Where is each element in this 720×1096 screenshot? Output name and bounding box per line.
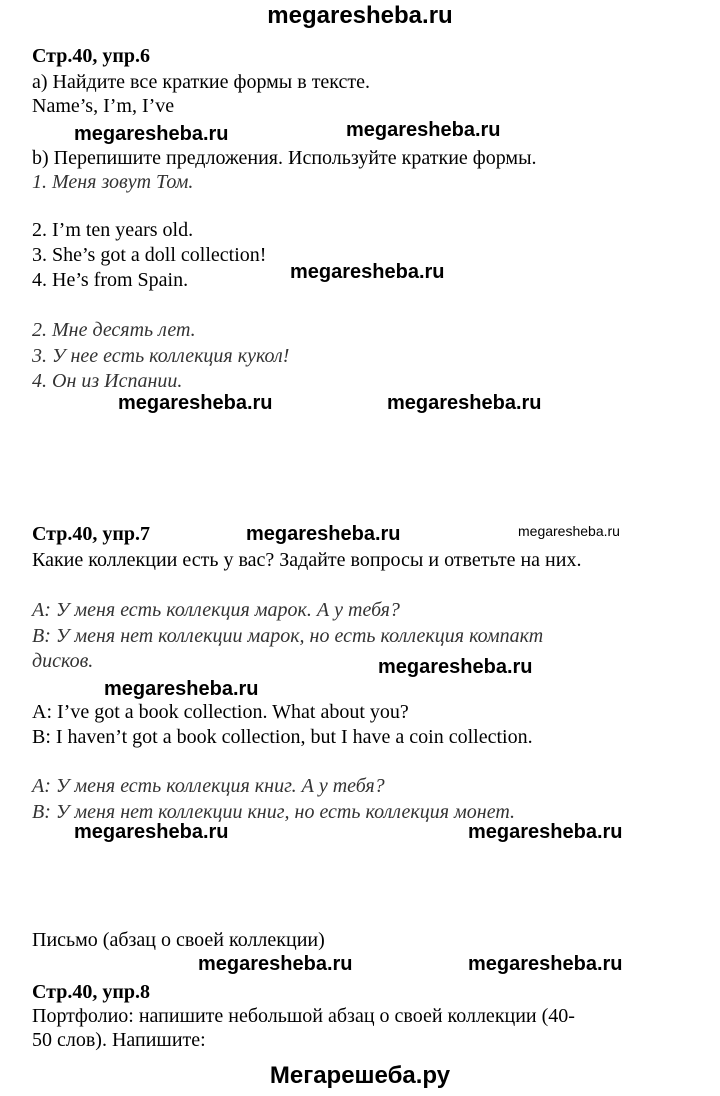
ex6-line-3: 3. She’s got a doll collection!: [32, 244, 267, 266]
watermark-small: megaresheba.ru: [518, 523, 620, 539]
ex8-task-line1: Портфолио: напишите небольшой абзац о своей коллекции (40-: [32, 1005, 575, 1027]
ex6-translation-4: 4. Он из Испании.: [32, 370, 183, 392]
ex7-translation-b-line2: дисков.: [32, 650, 94, 672]
watermark: megaresheba.ru: [246, 523, 401, 545]
ex7-heading: Стр.40, упр.7: [32, 523, 151, 545]
ex7-translation-a: А: У меня есть коллекция марок. А у тебя?: [32, 599, 400, 621]
watermark: megaresheba.ru: [290, 261, 445, 283]
ex6-task-b: b) Перепишите предложения. Используйте краткие формы.: [32, 147, 537, 169]
letter-note: Письмо (абзац о своей коллекции): [32, 929, 325, 951]
ex6-line-2: 2. I’m ten years old.: [32, 219, 194, 241]
watermark: megaresheba.ru: [387, 392, 542, 414]
watermark: megaresheba.ru: [468, 953, 623, 975]
watermark: megaresheba.ru: [104, 678, 259, 700]
watermark: megaresheba.ru: [378, 656, 533, 678]
ex6-answer-a: Name’s, I’m, I’ve: [32, 95, 175, 117]
ex6-translation-1: 1. Меня зовут Том.: [32, 171, 194, 193]
ex6-translation-2: 2. Мне десять лет.: [32, 319, 196, 341]
watermark: megaresheba.ru: [118, 392, 273, 414]
watermark: megaresheba.ru: [74, 821, 229, 843]
watermark: megaresheba.ru: [74, 123, 229, 145]
ex7-task: Какие коллекции есть у вас? Задайте вопросы и ответьте на них.: [32, 549, 582, 571]
footer-watermark: Мегарешеба.ру: [269, 1062, 451, 1089]
watermark: megaresheba.ru: [198, 953, 353, 975]
ex8-heading: Стр.40, упр.8: [32, 981, 151, 1003]
ex6-line-4: 4. He’s from Spain.: [32, 269, 189, 291]
ex7-english-a: A: I’ve got a book collection. What about you?: [32, 701, 409, 723]
ex7-english-b: B: I haven’t got a book collection, but I have a coin collection.: [32, 726, 533, 748]
header-watermark: megaresheba.ru: [267, 2, 453, 29]
ex7-translation2-a: А: У меня есть коллекция книг. А у тебя?: [32, 775, 385, 797]
watermark: megaresheba.ru: [346, 119, 501, 141]
ex8-task-line2: 50 слов). Напишите:: [32, 1029, 206, 1051]
ex6-task-a: а) Найдите все краткие формы в тексте.: [32, 71, 371, 93]
ex7-translation2-b: В: У меня нет коллекции книг, но есть коллекция монет.: [32, 801, 516, 823]
watermark: megaresheba.ru: [468, 821, 623, 843]
ex7-translation-b-line1: В: У меня нет коллекции марок, но есть коллекция компакт: [32, 625, 544, 647]
ex6-heading: Стр.40, упр.6: [32, 45, 151, 67]
ex6-translation-3: 3. У нее есть коллекция кукол!: [32, 345, 290, 367]
